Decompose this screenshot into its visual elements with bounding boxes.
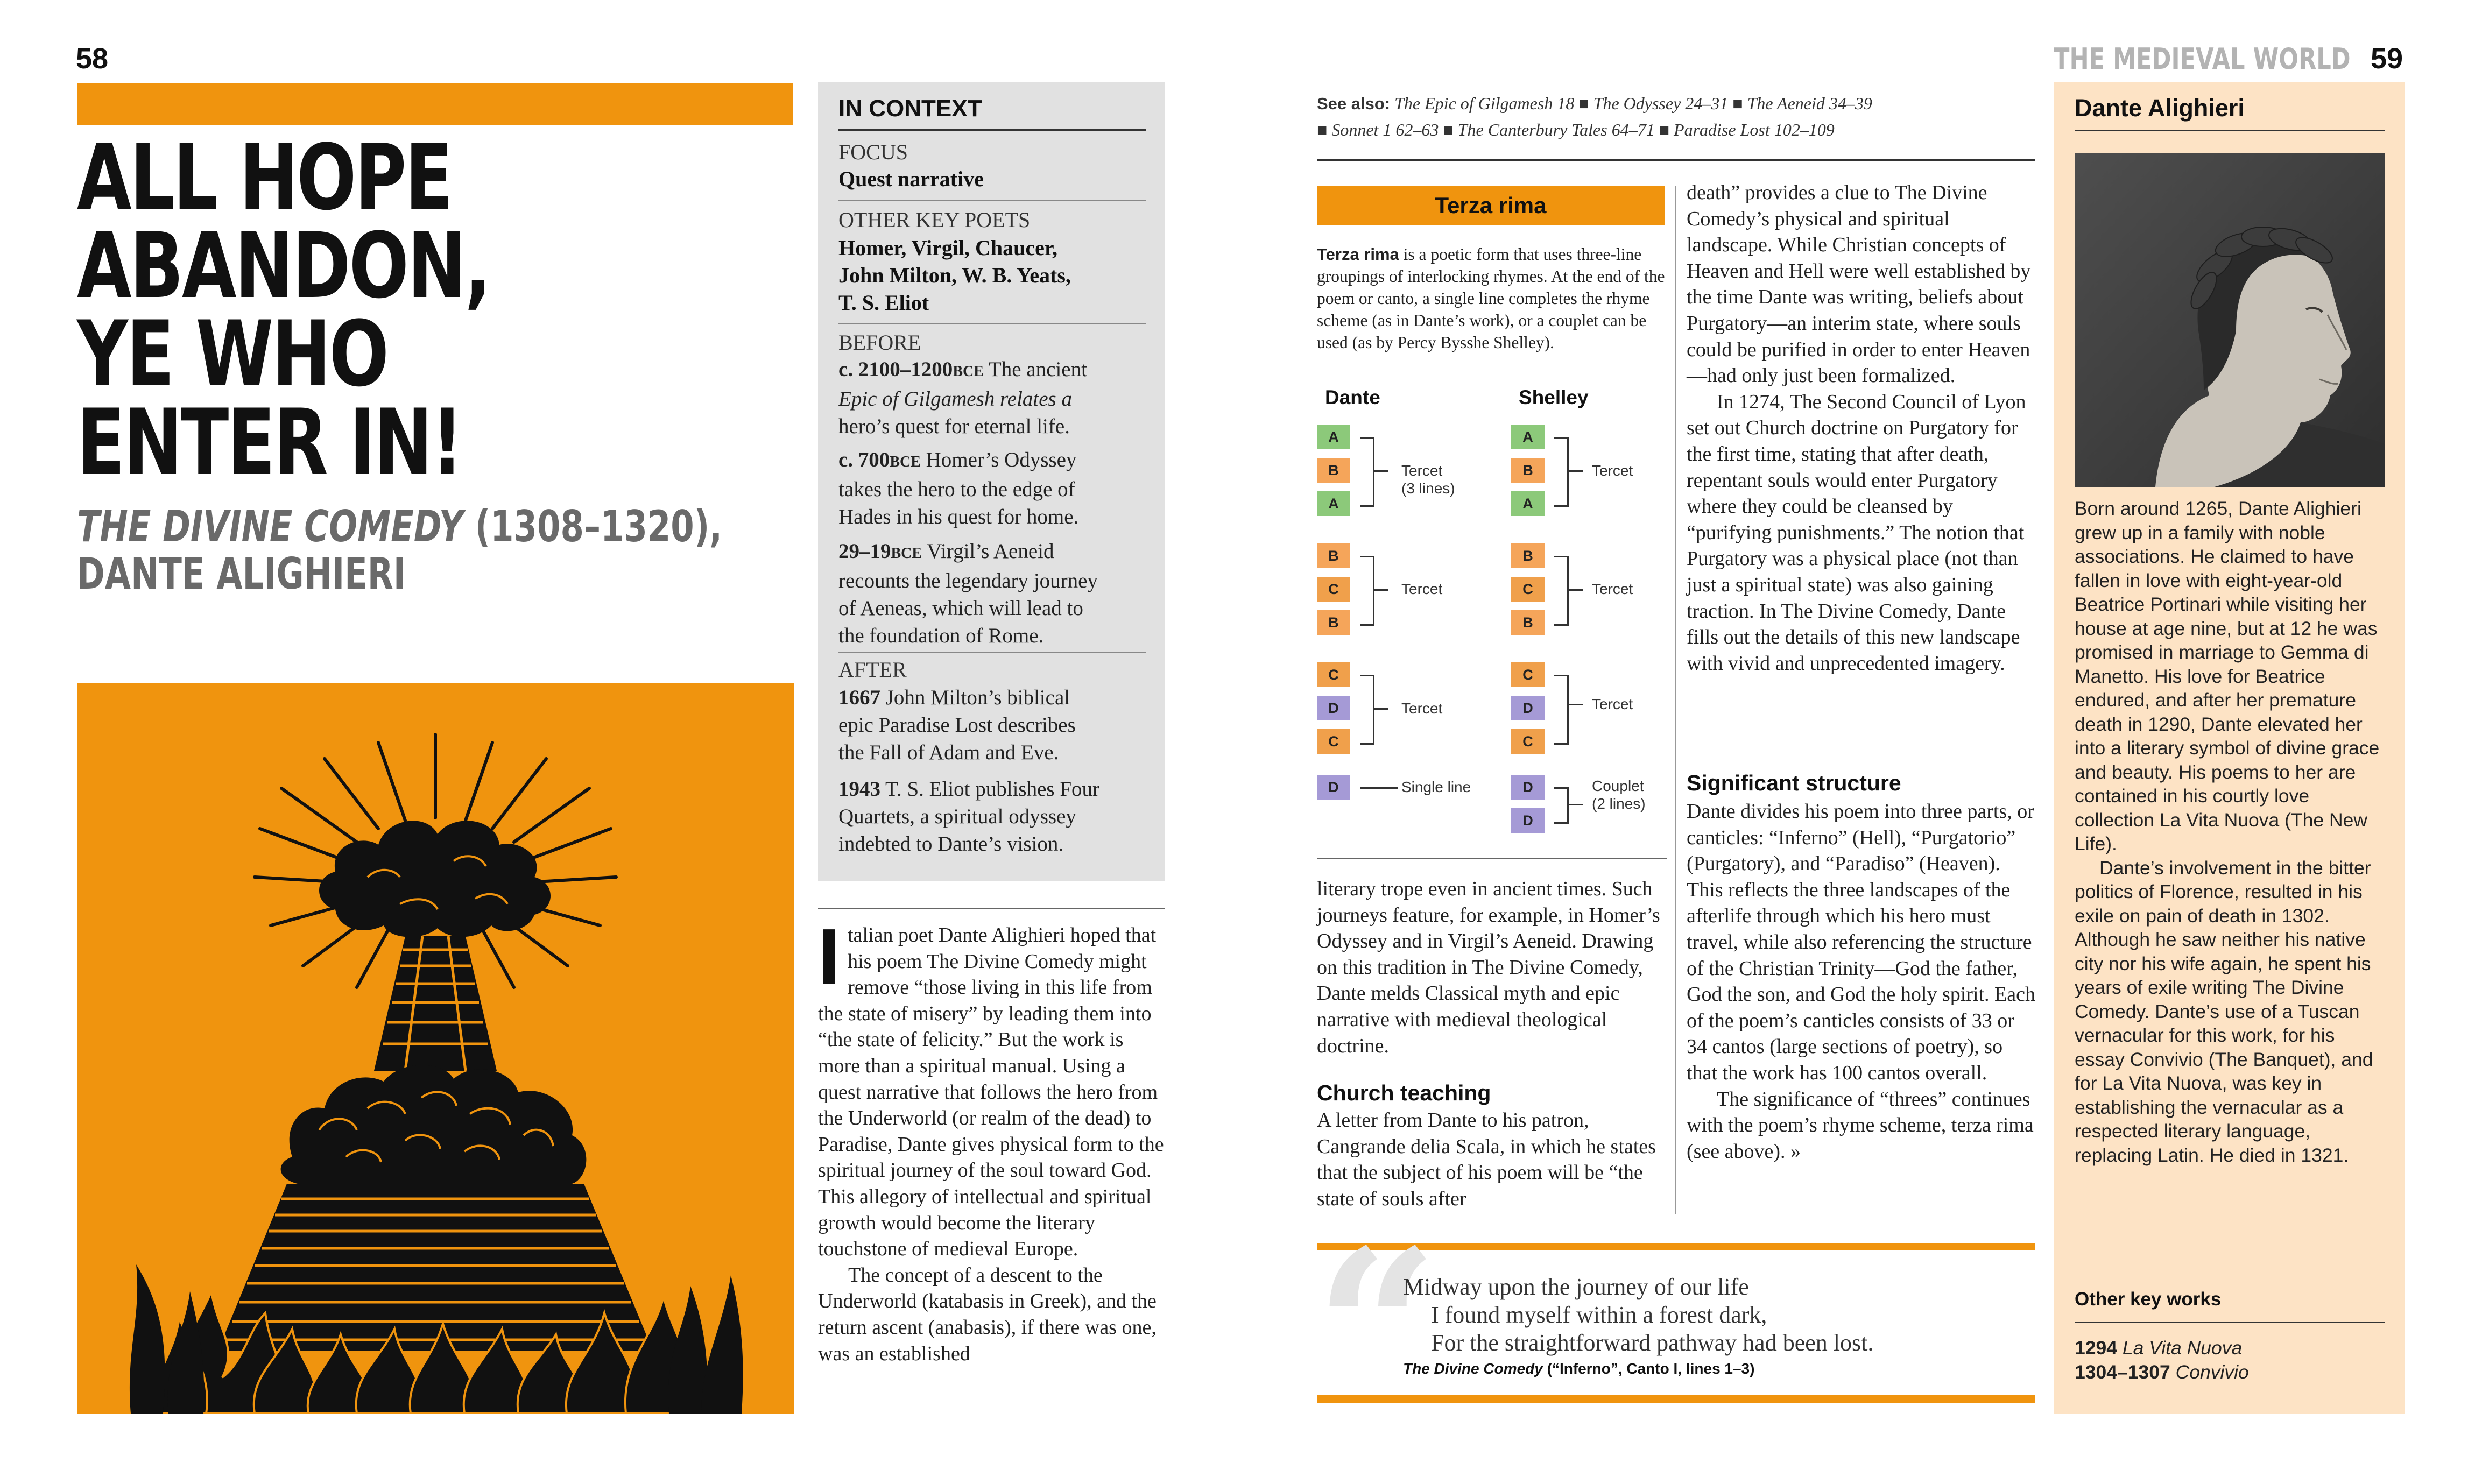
structure-paragraph-c: Dante divides his poem into three parts, or canticles: “Inferno” (Hell), “Purgatorio” (Purgatory), and “Paradiso” (Heaven). This reflects the three landscapes of the afterlife through which his hero must travel, while also referencing the structure of the Christian Trinity—God the father, God the son, and God the holy spirit. Each of the poem’s canticles consists of 33 or 34 cantos (large sections of poetry), so that the work has 100 cantos overall. [1687, 800, 2036, 1084]
headline-line-3: YE WHO [77, 301, 387, 407]
other-key-works-heading: Other key works [2075, 1289, 2222, 1310]
shelley-rhyme-box-9: C [1511, 729, 1545, 754]
after-text-1c: the Fall of Adam and Eve. [838, 741, 1059, 764]
before-label: BEFORE [838, 330, 921, 355]
headline-accent-bar [77, 83, 793, 125]
shelley-tercet-bracket-3 [1554, 675, 1569, 745]
shelley-couplet-text: Couplet [1592, 778, 1644, 794]
before-date-2: c. 700 [838, 448, 890, 471]
see-also-line-1: The Epic of Gilgamesh 18 ■ The Odyssey 24–31 ■ The Aeneid 34–39 [1394, 94, 1872, 113]
see-also-line-2: ■ Sonnet 1 62–63 ■ The Canterbury Tales 64–71 ■ Paradise Lost 102–109 [1317, 120, 1835, 139]
dante-tercet-label-2: Tercet [1401, 581, 1443, 597]
before-date-3: 29–19 [838, 540, 891, 563]
key-work-2 [2075, 1360, 2249, 1384]
shelley-tercet-tick-1 [1569, 470, 1583, 472]
dante-single-line-tick [1360, 787, 1398, 789]
shelley-column-label: Shelley [1519, 386, 1589, 408]
quote-mark-icon: “ [1315, 1203, 1439, 1455]
right-column-text [1687, 180, 2036, 676]
before-date-1: c. 2100–1200 [838, 358, 953, 381]
in-context-panel [818, 82, 1165, 881]
dante-tercet-label-1-sub: (3 lines) [1401, 480, 1455, 497]
before-era-2: BCE [890, 454, 921, 470]
shelley-rhyme-box-11: D [1511, 808, 1545, 833]
headline-line-2: ABANDON, [77, 213, 490, 319]
left-page-number: 58 [76, 43, 109, 75]
subtitle-work-title: THE DIVINE COMEDY [77, 501, 463, 552]
dante-rhyme-box-2: B [1317, 458, 1350, 483]
intro-paragraph-2: The concept of a descent to the Underworld (katabasis in Greek), and the return ascent (anabasis), if there was one, was an established [818, 1263, 1157, 1365]
dante-column-label: Dante [1325, 386, 1380, 408]
quote-citation [1403, 1360, 1754, 1377]
shelley-tercet-bracket-2 [1554, 556, 1569, 626]
in-context-heading: IN CONTEXT [838, 95, 982, 122]
inferno-illustration [77, 683, 794, 1414]
shelley-rhyme-box-6: B [1511, 610, 1545, 635]
before-text-3d: the foundation of Rome. [838, 624, 1044, 647]
poets-line-2: John Milton, W. B. Yeats, [838, 263, 1071, 287]
after-label: AFTER [838, 658, 907, 682]
key-work-2-title: Convivio [2175, 1361, 2249, 1383]
subtitle-years: (1308–1320), [463, 501, 722, 552]
after-date-1: 1667 [838, 686, 880, 709]
before-text-3b: recounts the legendary journey [838, 569, 1098, 592]
before-era-3: BCE [891, 545, 922, 562]
before-text-2a: Homer’s Odyssey [920, 448, 1077, 471]
middle-column-paragraph: literary trope even in ancient times. Such journeys feature, for example, in Homer’s Odyssey and in Virgil’s Aeneid. Drawing on this tradition in The Divine Comedy, Dante melds Classical myth and epic narrative with medieval theological doctrine. [1317, 878, 1660, 1057]
terza-rima-header [1317, 186, 1665, 225]
shelley-tercet-label-2: Tercet [1592, 581, 1633, 597]
dante-tercet-bracket-2 [1360, 556, 1374, 626]
terza-rima-intro [1317, 243, 1666, 354]
biography-paragraph-1: Born around 1265, Dante Alighieri grew up in a family with noble associations. He claimed to have fallen in love with eight-year-old Beatrice Portinari while visiting her house at age nine, but at 12 he was promised in marriage to Gemma di Manetto. His love for Beatrice endured, and after her premature death in 1290, Dante elevated her into a literary symbol of divine grace and beauty. His poems to her are contained in his courtly love collection La Vita Nuova (The New Life). [2075, 498, 2380, 854]
terza-bottom-rule [1317, 858, 1667, 859]
terza-rima-description: is a poetic form that uses three-line groupings of interlocking rhymes. At the end of the poem or canto, a single line completes the rhyme scheme (as in Dante’s work), or a couplet can be used (as by Percy Bysshe Shelley). [1317, 245, 1665, 352]
focus-value: Quest narrative [838, 167, 984, 191]
dante-tercet-label-3: Tercet [1401, 700, 1443, 717]
shelley-tercet-tick-2 [1569, 589, 1583, 591]
dropcap-letter: I [818, 913, 841, 1001]
dante-rhyme-box-4: B [1317, 543, 1350, 568]
dante-portrait-image [2075, 153, 2385, 487]
intro-text [818, 913, 1167, 1367]
after-date-2: 1943 [838, 778, 880, 801]
before-entry-2 [838, 446, 1151, 531]
shelley-tercet-bracket-1 [1554, 437, 1569, 507]
terza-rima-title: Terza rima [1435, 193, 1547, 218]
biography-panel [2054, 82, 2405, 1414]
shelley-rhyme-box-1: A [1511, 425, 1545, 449]
shelley-couplet-label [1592, 777, 1646, 812]
poets-list [838, 234, 1071, 316]
shelley-rhyme-box-7: C [1511, 662, 1545, 687]
shelley-couplet-sub: (2 lines) [1592, 795, 1646, 812]
before-text-2c: Hades in his quest for home. [838, 505, 1079, 528]
significant-structure-heading: Significant structure [1687, 771, 1901, 795]
shelley-rhyme-box-2: B [1511, 458, 1545, 483]
before-text-3a: Virgil’s Aeneid [922, 540, 1054, 563]
intro-rule [818, 908, 1165, 909]
see-also-rule [1317, 159, 2035, 161]
church-teaching-text [1317, 1107, 1667, 1212]
middle-column-text [1317, 876, 1667, 1059]
after-entry-2 [838, 775, 1151, 858]
shelley-couplet-tick [1569, 804, 1583, 805]
see-also-label: See also: [1317, 94, 1391, 113]
after-text-1a: John Milton’s biblical [880, 686, 1070, 709]
poets-label: OTHER KEY POETS [838, 208, 1031, 232]
stairway-to-heaven-illustration [77, 683, 794, 1414]
dante-rhyme-box-1: A [1317, 425, 1350, 449]
shelley-tercet-tick-3 [1569, 704, 1583, 705]
key-work-1-year: 1294 [2075, 1337, 2117, 1359]
headline [77, 125, 777, 495]
shelley-tercet-label-3: Tercet [1592, 696, 1633, 712]
shelley-rhyme-box-10: D [1511, 775, 1545, 800]
key-work-1 [2075, 1336, 2249, 1360]
see-also [1317, 90, 2038, 143]
before-text-1a: The ancient [983, 358, 1087, 381]
section-title: THE MEDIEVAL WORLD [2054, 42, 2351, 76]
after-entry-1 [838, 684, 1151, 766]
dante-tercet-bracket-3 [1360, 675, 1374, 745]
quote-line-2: I found myself within a forest dark, [1431, 1302, 1767, 1328]
pull-quote [1315, 1203, 2035, 1455]
before-entry-3 [838, 538, 1151, 649]
church-teaching-heading: Church teaching [1317, 1080, 1491, 1105]
right-column-paragraph-b: In 1274, The Second Council of Lyon set out Church doctrine on Purgatory for the first time, stating that after death, repentant souls would enter Purgatory where they could be cleansed by “purifying punishments.” The notion that Purgatory was a physical place (not than just a spiritual state) was also gaining traction. In The Divine Comedy, Dante fills out the details of this new landscape with vivid and unprecedented imagery. [1687, 390, 2026, 675]
after-text-2a: T. S. Eliot publishes Four [880, 778, 1100, 801]
other-key-works-list [2075, 1336, 2249, 1384]
dante-tercet-tick-3 [1374, 708, 1388, 710]
shelley-tercet-label-1: Tercet [1592, 462, 1633, 479]
biography-heading: Dante Alighieri [2075, 94, 2245, 122]
headline-line-4: ENTER IN! [77, 390, 462, 495]
dante-rhyme-box-10: D [1317, 775, 1350, 800]
key-work-2-year: 1304–1307 [2075, 1361, 2170, 1383]
biography-paragraph-2: Dante’s involvement in the bitter politics of Florence, resulted in his exile on pain of death in 1302. Although he saw neither his native city nor his wife again, he spent his years of exile writing The Divine Comedy. Dante’s use of a Tuscan vernacular for this work, for his essay Convivio (The Banquet), and for La Vita Nuova, was key in establishing the vernacular as a respected literary language, replacing Latin. He died in 1321. [2075, 857, 2373, 1166]
column-divider [1675, 186, 1676, 1214]
biography-heading-rule [2075, 130, 2385, 131]
quote-line-3: For the straightforward pathway had been lost. [1431, 1330, 1874, 1356]
before-text-2b: takes the hero to the edge of [838, 478, 1075, 501]
dante-rhyme-box-8: D [1317, 696, 1350, 720]
headline-subtitle [77, 503, 830, 598]
dante-tercet-tick-1 [1374, 470, 1388, 472]
key-work-1-title: La Vita Nuova [2122, 1337, 2243, 1359]
subtitle-author: DANTE ALIGHIERI [77, 549, 406, 599]
shelley-rhyme-box-4: B [1511, 543, 1545, 568]
structure-text [1687, 798, 2036, 1164]
before-text-3c: of Aeneas, which will lead to [838, 597, 1083, 620]
dante-rhyme-box-5: C [1317, 577, 1350, 602]
pull-quote-lines [1403, 1273, 1873, 1357]
quote-citation-rest: (“Inferno”, Canto I, lines 1–3) [1542, 1360, 1755, 1377]
before-era-1: BCE [953, 363, 984, 380]
dante-single-line-label: Single line [1401, 779, 1471, 795]
subtitle-line-1 [77, 501, 722, 552]
shelley-rhyme-box-5: C [1511, 577, 1545, 602]
before-text-1b: Epic of Gilgamesh relates a [838, 387, 1072, 411]
before-entry-1 [838, 356, 1151, 440]
poets-line-3: T. S. Eliot [838, 291, 929, 315]
dante-portrait [2075, 153, 2385, 487]
after-text-2b: Quartets, a spiritual odyssey [838, 805, 1076, 828]
quote-citation-title: The Divine Comedy [1403, 1360, 1543, 1377]
right-page-number: 59 [2371, 43, 2403, 75]
dante-rhyme-box-9: C [1317, 729, 1350, 754]
dante-rhyme-box-7: C [1317, 662, 1350, 687]
dante-tercet-label-1 [1401, 462, 1455, 497]
after-text-1b: epic Paradise Lost describes [838, 713, 1076, 737]
focus-label: FOCUS [838, 140, 908, 164]
dante-tercet-tick-2 [1374, 589, 1388, 591]
shelley-rhyme-box-3: A [1511, 491, 1545, 516]
dante-tercet-label-1-text: Tercet [1401, 462, 1443, 479]
quote-line-1: Midway upon the journey of our life [1403, 1274, 1749, 1300]
intro-paragraph-1: talian poet Dante Alighieri hoped that his poem The Divine Comedy might remove “those living in this life from the state of misery” by leading them into “the state of felicity.” But the work is more than a spiritual manual. Using a quest narrative that follows the hero from the Underworld (or realm of the dead) to Paradise, Dante gives physical form to the spiritual journey of the soul toward God. This allegory of intellectual and spiritual growth would become the literary touchstone of medieval Europe. [818, 924, 1164, 1261]
right-column-paragraph-a: death” provides a clue to The Divine Comedy’s physical and spiritual landscape. While Christian concepts of Heaven and Hell were well established by the time Dante was writing, beliefs about Purgatory—an interim state, where souls could be purified in order to enter Heaven—had only just been formalized. [1687, 181, 2031, 387]
poets-line-1: Homer, Virgil, Chaucer, [838, 236, 1058, 260]
shelley-couplet-bracket [1554, 787, 1569, 824]
after-text-2c: indebted to Dante’s vision. [838, 832, 1064, 856]
shelley-rhyme-box-8: D [1511, 696, 1545, 720]
church-teaching-paragraph: A letter from Dante to his patron, Cangrande delia Scala, in which he states that the subject of his poem will be “the state of souls after [1317, 1109, 1656, 1210]
headline-line-1: ALL HOPE [77, 125, 452, 230]
dante-tercet-bracket-1 [1360, 437, 1374, 507]
dante-rhyme-box-6: B [1317, 610, 1350, 635]
biography-text [2075, 497, 2389, 1167]
other-key-works-rule [2075, 1322, 2385, 1323]
before-text-1c: hero’s quest for eternal life. [838, 415, 1070, 438]
terza-rima-term: Terza rima [1317, 245, 1399, 264]
structure-paragraph-d: The significance of “threes” continues with the poem’s rhyme scheme, terza rima (see above). » [1687, 1087, 2034, 1163]
dante-rhyme-box-3: A [1317, 491, 1350, 516]
